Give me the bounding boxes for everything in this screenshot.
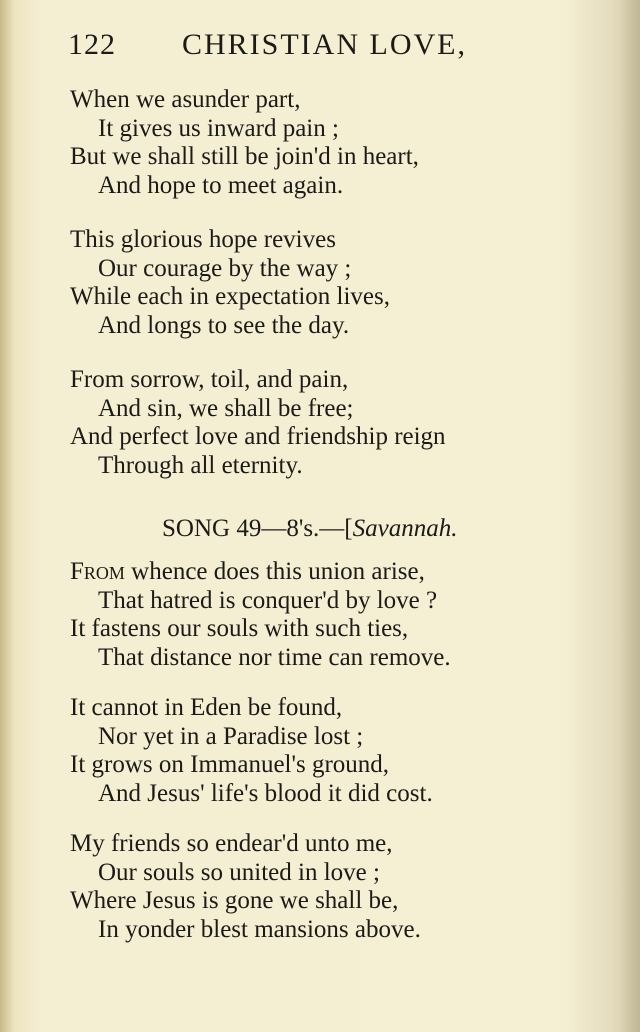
stanza-2 (70, 226, 610, 340)
verse-line: That hatred is conquer'd by love ? (98, 586, 438, 614)
verse-line: Our courage by the way ; (98, 254, 352, 282)
verse-line: From sorrow, toil, and pain, (70, 366, 349, 393)
verse-line: My friends so endear'd unto me, (70, 830, 393, 857)
page-header (68, 22, 588, 66)
verse-line: In yonder blest mansions above. (98, 915, 421, 943)
verse-line: And perfect love and friendship reign (70, 423, 446, 450)
verse-line: And longs to see the day. (98, 311, 350, 339)
verse-line: Through all eternity. (98, 451, 303, 479)
stanza-6 (70, 830, 610, 944)
verse-line: Nor yet in a Paradise lost ; (98, 722, 364, 750)
tune-name: Savannah. (352, 515, 458, 542)
page-gutter-shadow (0, 0, 14, 1032)
running-title: CHRISTIAN LOVE, (182, 28, 467, 61)
first-word: From (70, 558, 125, 585)
verse-line: And sin, we shall be free; (98, 394, 354, 422)
verse-line: It fastens our souls with such ties, (70, 615, 409, 642)
verse-line: Where Jesus is gone we shall be, (70, 887, 399, 914)
page-number: 122 (68, 28, 116, 61)
verse-line: But we shall still be join'd in heart, (70, 143, 419, 170)
stanza-5 (70, 694, 610, 808)
verse-line: And Jesus' life's blood it did cost. (98, 779, 433, 807)
verse-line: And hope to meet again. (98, 171, 344, 199)
stanza-1 (70, 86, 610, 200)
song-number: SONG 49—8's.—[ (162, 515, 353, 542)
verse-line (70, 558, 610, 587)
stanza-4 (70, 558, 610, 672)
stanza-3 (70, 366, 610, 480)
verse-line: When we asunder part, (70, 86, 301, 113)
verse-line: It grows on Immanuel's ground, (70, 751, 390, 778)
verse-line: While each in expectation lives, (70, 283, 391, 310)
verse-line-rest: whence does this union arise, (124, 558, 425, 585)
verse-line: It cannot in Eden be found, (70, 694, 343, 721)
verse-line: This glorious hope revives (70, 226, 336, 253)
verse-line: Our souls so united in love ; (98, 858, 380, 886)
verse-line: That distance nor time can remove. (98, 643, 451, 671)
song-heading (162, 514, 602, 544)
verse-line: It gives us inward pain ; (98, 114, 339, 142)
